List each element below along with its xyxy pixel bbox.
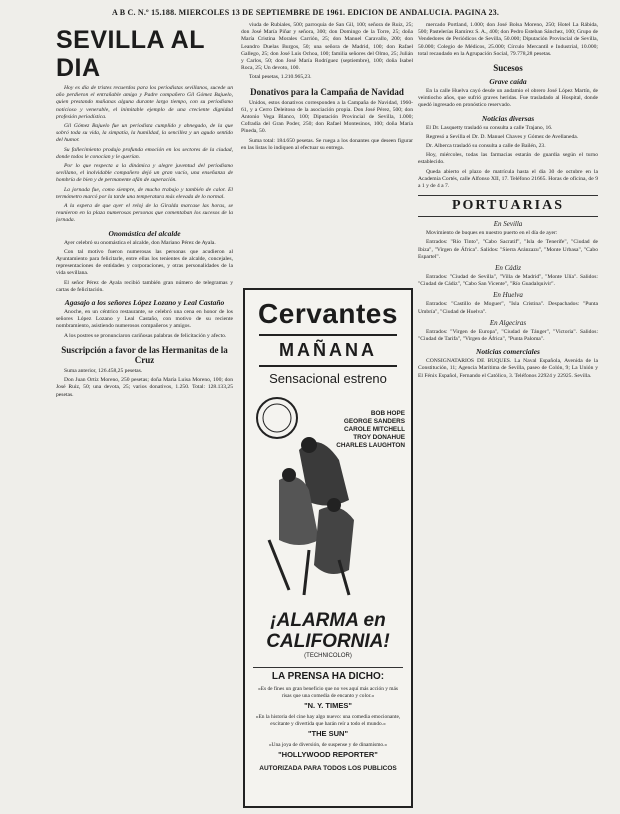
- heading-en-cadiz: En Cádiz: [495, 264, 521, 273]
- heading-agasajo: Agasajo a los señores López Lozano y Leal Castaño: [64, 298, 225, 308]
- paragraph: Regresó a Sevilla el Dr. D. Manuel Chaves y Gómez de Avellaneda.: [426, 133, 579, 140]
- page-header: A B C. N.º 15.188. MIERCOLES 13 DE SEPTIEMBRE DE 1961. EDICION DE ANDALUCIA. PAGINA 23.: [112, 8, 500, 17]
- paragraph: Entrados: "Río Tinto", "Cabo Sacratif", "Isla de Tenerife", "Ciudad de Ibiza", "Virgen de África". Salidos: "Sierra Aránzazu", "Monte Urbasa", "Cabo Espartel".: [418, 239, 598, 260]
- paragraph: Entrados: "Virgen de Europa", "Ciudad de Tánger", "Victoria". Salidos: "Ciudad de Tarifa", "Virgen de África", "Punta Paloma".: [418, 328, 598, 343]
- cinema-advertisement: [243, 288, 413, 808]
- paragraph: Hoy, miércoles, todas las farmacias estarán de guardia según el turno establecido.: [418, 152, 598, 166]
- cast-name: GEORGE SANDERS: [343, 418, 405, 425]
- heading-en-huelva: En Huelva: [493, 291, 523, 300]
- paragraph: El señor Pérez de Ayala recibió también gran número de telegramas y cartas de felicitación.: [56, 279, 233, 293]
- heading-en-algeciras: En Algeciras: [489, 318, 527, 327]
- ad-tagline: Sensacional estreno: [269, 371, 387, 386]
- paragraph: Entrados: "Castillo de Moguer", "Isla Cristina". Despachados: "Punta Umbría", "Ciudad de Huelva".: [418, 301, 598, 315]
- ad-press-heading: LA PRENSA HA DICHO:: [253, 667, 403, 682]
- cast-name: BOB HOPE: [370, 410, 405, 417]
- heading-en-sevilla: En Sevilla: [493, 220, 523, 229]
- paragraph: Dr. Alberca trasladó su consulta a calle de Bailén, 23.: [426, 143, 546, 150]
- paragraph: Ayer celebró su onomástica el alcalde, don Mariano Pérez de Ayala.: [64, 239, 216, 246]
- column-donativos: [241, 22, 413, 292]
- ad-film-subtitle: (TECHNICOLOR): [304, 653, 352, 659]
- paragraph: Con tal motivo fueron numerosas las personas que acudieron al Ayuntamiento para felicitarle, entre ellas los tenientes de alcalde, concejales, representaciones de entidades y corporaciones, y otras personalidades de la vida sevillana.: [56, 248, 233, 277]
- paragraph: La jornada fue, como siempre, de mucho trabajo y también de calor. El termómetro marcó por la tarde una temperatura más elevada de lo normal.: [56, 186, 233, 200]
- heading-suscripcion: Suscripción a favor de las Hermanitas de la Cruz: [61, 344, 228, 365]
- paragraph: Suma total: 184.650 pesetas. Se ruega a los donantes que deseen figurar en las listas lo indiquen al efectuar su entrega.: [241, 137, 413, 151]
- paragraph: mercado Portland, 1.000; don José Bolsa Moreno, 250; Hotel La Rábida, 500; Pastelerías Ramírez S. A., 400; don Pedro Esteban Sánchez, 100; Grupo de Vendedores de Periódicos de Sevilla, 50.000; Diputación Provincial de Sevilla, 50.000; Colegio de Médicos, 25.000; Círculo Mercantil e Industrial, 10.000; total recaudado en la Agrupación Social, 79.778,28 pesetas.: [418, 22, 598, 57]
- ad-cast-list: [336, 410, 405, 450]
- heading-sucesos: Sucesos: [493, 63, 523, 74]
- paragraph: El Dr. Lasquetty trasladó su consulta a calle Trajano, 16.: [426, 124, 553, 131]
- cast-name: CAROLE MITCHELL: [343, 426, 405, 433]
- column-sucesos-portuarias: [418, 22, 598, 802]
- ad-quote: «En la historia del cine hay algo nuevo: una comedia emocionante, excitante y divertida que harán reír a todo el mundo.»: [255, 714, 401, 727]
- ad-film-title: ¡ALARMA en CALIFORNIA!: [266, 610, 390, 652]
- heading-donativos: Donativos para la Campaña de Navidad: [250, 86, 404, 97]
- ad-artwork: [245, 390, 411, 608]
- paragraph: Don Juan Ortiz Moreno, 250 pesetas; doña María Luisa Moreno, 100; don José Ruiz, 50; una devota, 25; varios donativos, 1.250. Total: 128.133,25 pesetas.: [56, 377, 233, 398]
- paragraph: Su fallecimiento produjo profunda emoción en los sectores de la ciudad, donde todos le conocían y le querían.: [56, 146, 233, 160]
- paragraph: A la espera de que ayer el reloj de la Giralda marcase las horas, se reunieron en la plaza numerosas personas que comentaban los sucesos de la jornada.: [56, 203, 233, 224]
- paragraph: Unidos, estos donativos corresponden a la Campaña de Navidad, 1960-61, y a Cerro Deleitoso de la asociación propia. Don José Pérez, 500; don Antonio Vega Blanco, 100; Diputación Provincial de Sevilla, 1.000; Cofradía del Gran Poder, 250; don Rafael Montesinos, 100; doña María Pineda, 50.: [241, 99, 413, 135]
- heading-grave-caida: Grave caída: [489, 77, 527, 87]
- paragraph: Suma anterior, 126.458,25 pesetas.: [64, 367, 143, 374]
- ad-quote-source: "THE SUN": [307, 729, 349, 738]
- paragraph: Movimiento de buques en nuestro puerto en el día de ayer:: [426, 230, 558, 237]
- paragraph: Queda abierto el plazo de matrícula hasta el día 30 de octubre en la Academia Cortés, calle Alfonso XII, 17. Teléfono 21665. Horas de oficina, de 9 a 1 y de 4 a 7.: [418, 168, 598, 190]
- ad-divider: [259, 334, 397, 336]
- ad-quote: «Es de fines un gran beneficio que no ves aquí más acción y más risas que una comedia de encanto y color.»: [258, 686, 398, 699]
- paragraph: viuda de Rubiales, 500; parroquia de San Gil, 100; señora de Ruiz, 25; don José María Piñar y señora, 300; don Domingo de la Torre, 25; doña María Cristina Morales Carrión, 25; don Manuel Caravallo, 200; don Leandro Duelas Burgos, 50; una señora de Madrid, 100; don Rafael Gallego, 25; don José Luis Ochoa, 100; familia señores del Olmo, 25; Julián y Carlos, 50; don José María Rodríguez (septiembre), 100; doña Isabel Roca, 25; Un devoto, 100.: [241, 22, 413, 72]
- column-sevilla-al-dia: [56, 22, 233, 802]
- heading-onomastica: Onomástica del alcalde: [108, 228, 181, 238]
- paragraph: Anoche, en un céntrico restaurante, se celebró una cena en honor de los señores López Lozano y Leal Castaño, con motivo de su reciente nombramiento, asistiendo numerosos compañeros y amigos.: [56, 309, 233, 330]
- paragraph: CONSIGNATARIOS DE BUQUES. La Naval Española, Avenida de la Constitución, 11; Agencia Marítima de Sevilla, paseo de Colón, 9; La Unión y El Fénix Español, Fernando el Católico, 3. Teléfonos 22924 y 22925. Sevilla.: [418, 358, 598, 379]
- ad-divider: [259, 365, 397, 367]
- ad-rating: AUTORIZADA PARA TODOS LOS PUBLICOS: [259, 765, 397, 772]
- ad-quote-source: "N. Y. TIMES": [304, 701, 352, 710]
- heading-portuarias: PORTUARIAS: [418, 195, 598, 217]
- cast-name: TROY DONAHUE: [353, 434, 405, 441]
- ad-date: MAÑANA: [279, 340, 377, 360]
- paragraph: Entrados: "Ciudad de Sevilla", "Villa de Madrid", "Monte Ulía". Salidos: "Ciudad de Cádiz", "Cabo San Vicente", "Río Guadalquivir".: [418, 274, 598, 288]
- heading-noticias-comerciales: Noticias comerciales: [476, 347, 540, 357]
- paragraph: A los postres se pronunciaron cariñosas palabras de felicitación y afecto.: [64, 332, 227, 339]
- ad-quote: «Una joya de diversión, de suspense y de dinamismo.»: [268, 742, 388, 748]
- cast-name: CHARLES LAUGHTON: [336, 442, 405, 449]
- ad-cinema-name: Cervantes: [258, 298, 398, 329]
- paragraph: Hoy es día de tristes recuerdos para los periodistas sevillanos, sucede un año perdieron el entrañable amigo y Padre compañero Gil Gómez Bajuelo, quien prestando mañanas alguna durante largo tiempo, con su periodismo noticioso y venerable, el inimitable ejemplo de una creciente dignidad profesión periodística.: [56, 85, 233, 120]
- ad-quote-source: "HOLLYWOOD REPORTER": [278, 750, 378, 759]
- heading-noticias-diversas: Noticias diversas: [481, 113, 535, 123]
- paragraph: Gil Gómez Bajuelo fue un periodista cumplido y abnegado, de la que sobró toda su vida, la simpatía, la humildad, la sencillez y un agudo sentido del humor.: [56, 123, 233, 144]
- paragraph: Por lo que respecta a la dinámica y alegre juventud del periodismo sevillano, el inolvidable compañero dejó un gran vacío, una enseñanza de hombría de bien y de permanente afán de superación.: [56, 163, 233, 184]
- paragraph-total: Total pesetas, 1.210.965,23.: [249, 74, 312, 81]
- paragraph: En la calle Huelva cayó desde un andamio el obrero José López Martín, de veintiocho años, que sufrió graves heridas. Fue trasladado al Hospital, donde quedó ingresado en pronóstico reservado.: [418, 88, 598, 109]
- section-title: SEVILLA AL DIA: [56, 26, 205, 82]
